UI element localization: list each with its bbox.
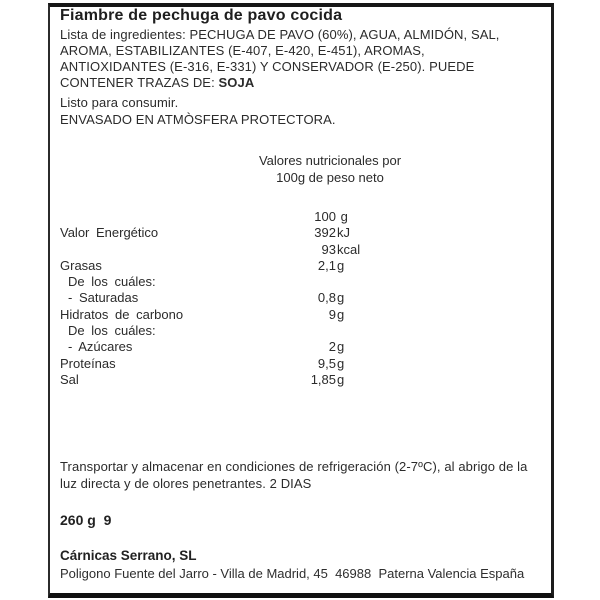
nutrition-table — [60, 209, 400, 388]
nutrient-label: Proteínas — [60, 355, 116, 371]
nutrition-header — [180, 153, 480, 186]
nutrient-value: 93 — [321, 241, 336, 257]
nutrition-row — [60, 372, 400, 388]
nutrient-label: Hidratos de carbono — [60, 306, 184, 322]
nutrient-unit: g — [337, 209, 348, 224]
nutrient-value: 2 — [328, 339, 336, 355]
nutrient-label: De los cuáles: — [68, 323, 156, 339]
nutrition-row — [60, 242, 400, 258]
nutrition-row — [60, 274, 400, 290]
nutrient-value: 392 — [314, 225, 336, 241]
nutrient-unit: g — [337, 371, 345, 387]
nutrient-value: 0,8 — [317, 290, 336, 306]
nutrient-value: 100 — [314, 209, 336, 224]
nutrient-unit: g — [337, 355, 345, 371]
nutrition-row — [60, 323, 400, 339]
nutrient-label: - Saturadas — [68, 290, 139, 306]
consumption-info — [60, 95, 336, 128]
nutrient-label: De los cuáles: — [68, 274, 156, 290]
nutrition-row — [60, 356, 400, 372]
nutrition-row — [60, 258, 400, 274]
nutrient-unit: kJ — [337, 225, 350, 241]
nutrition-row — [60, 225, 400, 241]
nutrition-header-line1: Valores nutricionales por — [258, 153, 402, 168]
net-weight: 260 g 9 — [60, 512, 112, 528]
packaging-text: ENVASADO EN ATMÒSFERA PROTECTORA. — [60, 111, 336, 127]
nutrient-unit: g — [337, 306, 345, 322]
nutrition-row — [60, 307, 400, 323]
nutrient-unit: g — [337, 339, 345, 355]
nutrient-value: 9,5 — [317, 355, 336, 371]
nutrient-unit: kcal — [337, 241, 361, 257]
product-label — [48, 3, 554, 598]
nutrient-label: Sal — [60, 371, 79, 387]
manufacturer-address: Poligono Fuente del Jarro - Villa de Madrid, 45 46988 Paterna Valencia España — [60, 566, 525, 581]
storage-instructions: Transportar y almacenar en condiciones de refrigeración (2-7ºC), al abrigo de la luz directa y de olores penetrantes. 2 DIAS — [60, 459, 528, 491]
nutrient-unit: g — [337, 290, 345, 306]
manufacturer-name: Cárnicas Serrano, SL — [60, 548, 197, 563]
nutrient-value: 1,85 — [310, 371, 336, 387]
nutrient-label: Valor Energético — [60, 225, 159, 241]
nutrient-label: - Azúcares — [68, 339, 133, 355]
nutrition-row — [60, 209, 400, 225]
nutrient-unit: g — [337, 257, 345, 273]
nutrition-header-line2: 100g de peso neto — [276, 169, 384, 185]
nutrient-value: 9 — [328, 306, 336, 322]
ready-to-eat-text: Listo para consumir. — [60, 95, 179, 110]
nutrient-label: Grasas — [60, 257, 102, 273]
product-title: Fiambre de pechuga de pavo cocida — [60, 7, 343, 24]
nutrition-row — [60, 339, 400, 355]
allergen-text: SOJA — [218, 75, 255, 90]
ingredients-paragraph — [60, 27, 518, 91]
ingredients-text: Lista de ingredientes: PECHUGA DE PAVO (60%), AGUA, ALMIDÓN, SAL, AROMA, ESTABILIZANTES (E-407, E-420, E-451), AROMAS, ANTIOXIDANTES (E-316, E-331) Y CONSERVADOR (E-250). PUEDE CONTENER TRAZAS DE: — [60, 27, 500, 90]
nutrient-value: 2,1 — [317, 257, 336, 273]
nutrition-row — [60, 290, 400, 306]
